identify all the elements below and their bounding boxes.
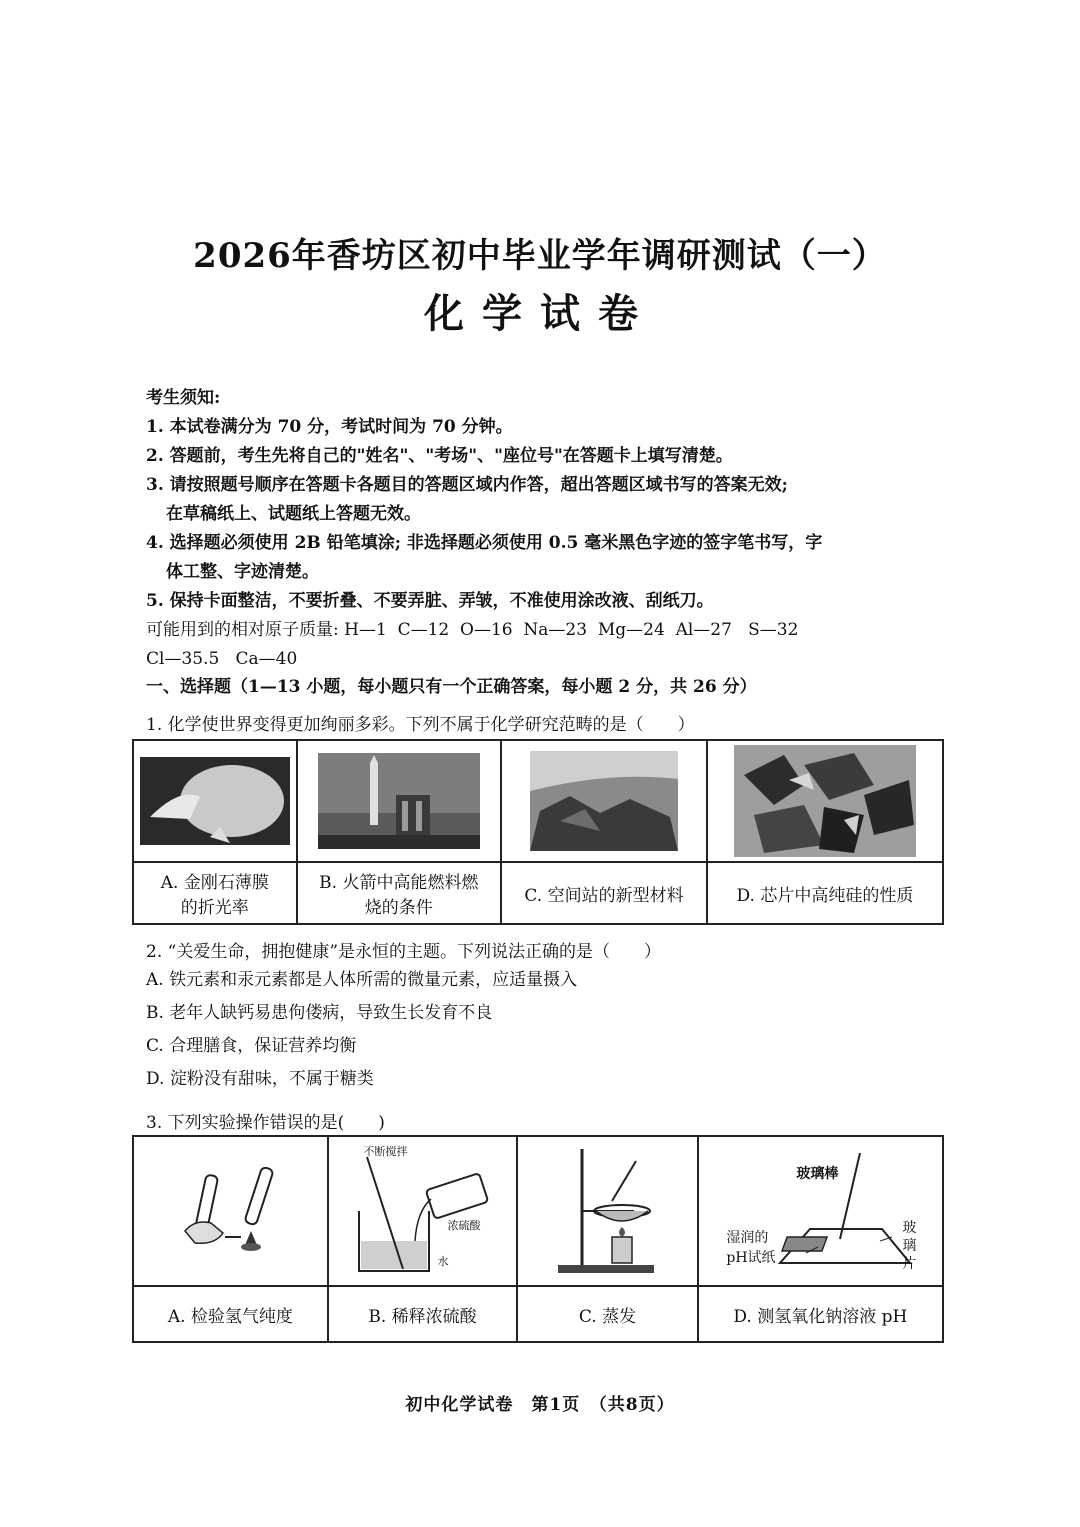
- hydrogen-purity-test-diagram-icon: [165, 1161, 295, 1261]
- notice-item-1: 1. 本试卷满分为 70 分，考试时间为 70 分钟。: [146, 417, 513, 437]
- page-footer: 初中化学试卷 第1页 （共8页）: [405, 1395, 675, 1415]
- option-b-label-cell: [297, 862, 501, 924]
- notice-item-4: 4. 选择题必须使用 2B 铅笔填涂; 非选择题必须使用 0.5 毫米黑色字迹的签字笔书写，字: [146, 533, 823, 553]
- label-glass-plate-3: 片: [902, 1256, 917, 1272]
- option-c-image-cell: [501, 740, 707, 862]
- atomic-mass-line-2: Cl—35.5 Ca—40: [146, 649, 298, 669]
- notice-heading: 考生须知:: [146, 388, 221, 408]
- question-3-options-table: [132, 1135, 944, 1343]
- q3-option-d-image-cell: [698, 1136, 943, 1286]
- section-heading-multiple-choice: 一、选择题（1—13 小题，每小题只有一个正确答案，每小题 2 分，共 26 分）: [146, 677, 757, 697]
- ph-test-diagram: [710, 1141, 930, 1281]
- exam-title: 2026年香坊区初中毕业学年调研测试（一）: [193, 236, 887, 276]
- question-2-stem: 2. “关爱生命，拥抱健康”是永恒的主题。下列说法正确的是（ ）: [146, 942, 662, 962]
- q3-option-d-label: D. 测氢氧化钠溶液 pH: [698, 1286, 943, 1342]
- label-glass-plate-2: 璃: [902, 1238, 917, 1254]
- notice-item-4-cont: 体工整、字迹清楚。: [166, 562, 319, 582]
- option-c-label-cell: [501, 862, 707, 924]
- notice-item-5: 5. 保持卡面整洁，不要折叠、不要弄脏、弄皱，不准使用涂改液、刮纸刀。: [146, 591, 714, 611]
- label-glass-rod: 玻璃棒: [796, 1166, 839, 1182]
- notice-item-2: 2. 答题前，考生先将自己的"姓名"、"考场"、"座位号"在答题卡上填写清楚。: [146, 446, 733, 466]
- option-d-label: D. 芯片中高纯硅的性质: [736, 885, 914, 906]
- option-b-label-cont: 烧的条件: [364, 898, 433, 918]
- q3-option-a-image-cell: [133, 1136, 328, 1286]
- option-b-label: B. 火箭中高能燃料燃: [319, 873, 479, 893]
- q3-option-b-label: B. 稀释浓硫酸: [328, 1286, 517, 1342]
- option-d-image-cell: [707, 740, 943, 862]
- option-c-label: C. 空间站的新型材料: [524, 885, 684, 906]
- q2-option-a: A. 铁元素和汞元素都是人体所需的微量元素，应适量摄入: [146, 970, 578, 990]
- dilute-acid-diagram: [337, 1141, 507, 1281]
- q2-option-c: C. 合理膳食，保证营养均衡: [146, 1036, 357, 1056]
- silicon-chunks-photo-icon: [734, 745, 916, 857]
- q3-option-b-image-cell: [328, 1136, 517, 1286]
- option-d-label-cell: [707, 862, 943, 924]
- q3-option-c-image-cell: [517, 1136, 698, 1286]
- rocket-launch-photo-icon: [318, 753, 480, 849]
- q2-option-d: D. 淀粉没有甜味，不属于糖类: [146, 1069, 374, 1089]
- q2-option-b: B. 老年人缺钙易患佝偻病，导致生长发育不良: [146, 1003, 493, 1023]
- option-a-label-cell: [133, 862, 297, 924]
- evaporation-diagram-icon: [552, 1141, 662, 1281]
- option-a-label-cont: 的折光率: [180, 898, 249, 918]
- dilute-sulfuric-acid-diagram-icon: [337, 1141, 507, 1281]
- label-wet-ph-paper-1: 湿润的: [726, 1230, 769, 1246]
- option-a-image-cell: [133, 740, 297, 862]
- label-water: 水: [437, 1255, 449, 1268]
- notice-item-3: 3. 请按照题号顺序在答题卡各题目的答题区域内作答，超出答题区域书写的答案无效;: [146, 475, 788, 495]
- label-stir: 不断搅拌: [363, 1145, 408, 1158]
- option-a-label: A. 金刚石薄膜: [160, 873, 269, 893]
- option-b-image-cell: [297, 740, 501, 862]
- q3-option-c-label: C. 蒸发: [517, 1286, 698, 1342]
- question-1-options-table: [132, 739, 944, 925]
- question-1-stem: 1. 化学使世界变得更加绚丽多彩。下列不属于化学研究范畴的是（ ）: [146, 715, 695, 735]
- notice-item-3-cont: 在草稿纸上、试题纸上答题无效。: [166, 504, 421, 524]
- space-station-material-photo-icon: [530, 751, 678, 851]
- question-2-options: [146, 964, 577, 1096]
- diamond-film-photo-icon: [140, 757, 290, 845]
- label-conc-acid: 浓硫酸: [447, 1219, 481, 1232]
- atomic-mass-line-1: 可能用到的相对原子质量: H—1 C—12 O—16 Na—23 Mg—24 Al—27 S—32: [146, 620, 799, 640]
- q3-option-a-label: A. 检验氢气纯度: [133, 1286, 328, 1342]
- exam-subject-title: 化学试卷: [424, 290, 656, 337]
- label-glass-plate-1: 玻: [902, 1220, 917, 1236]
- exam-notice: [146, 384, 946, 674]
- question-3-stem: 3. 下列实验操作错误的是( ): [146, 1113, 385, 1133]
- label-wet-ph-paper-2: pH试纸: [726, 1250, 776, 1266]
